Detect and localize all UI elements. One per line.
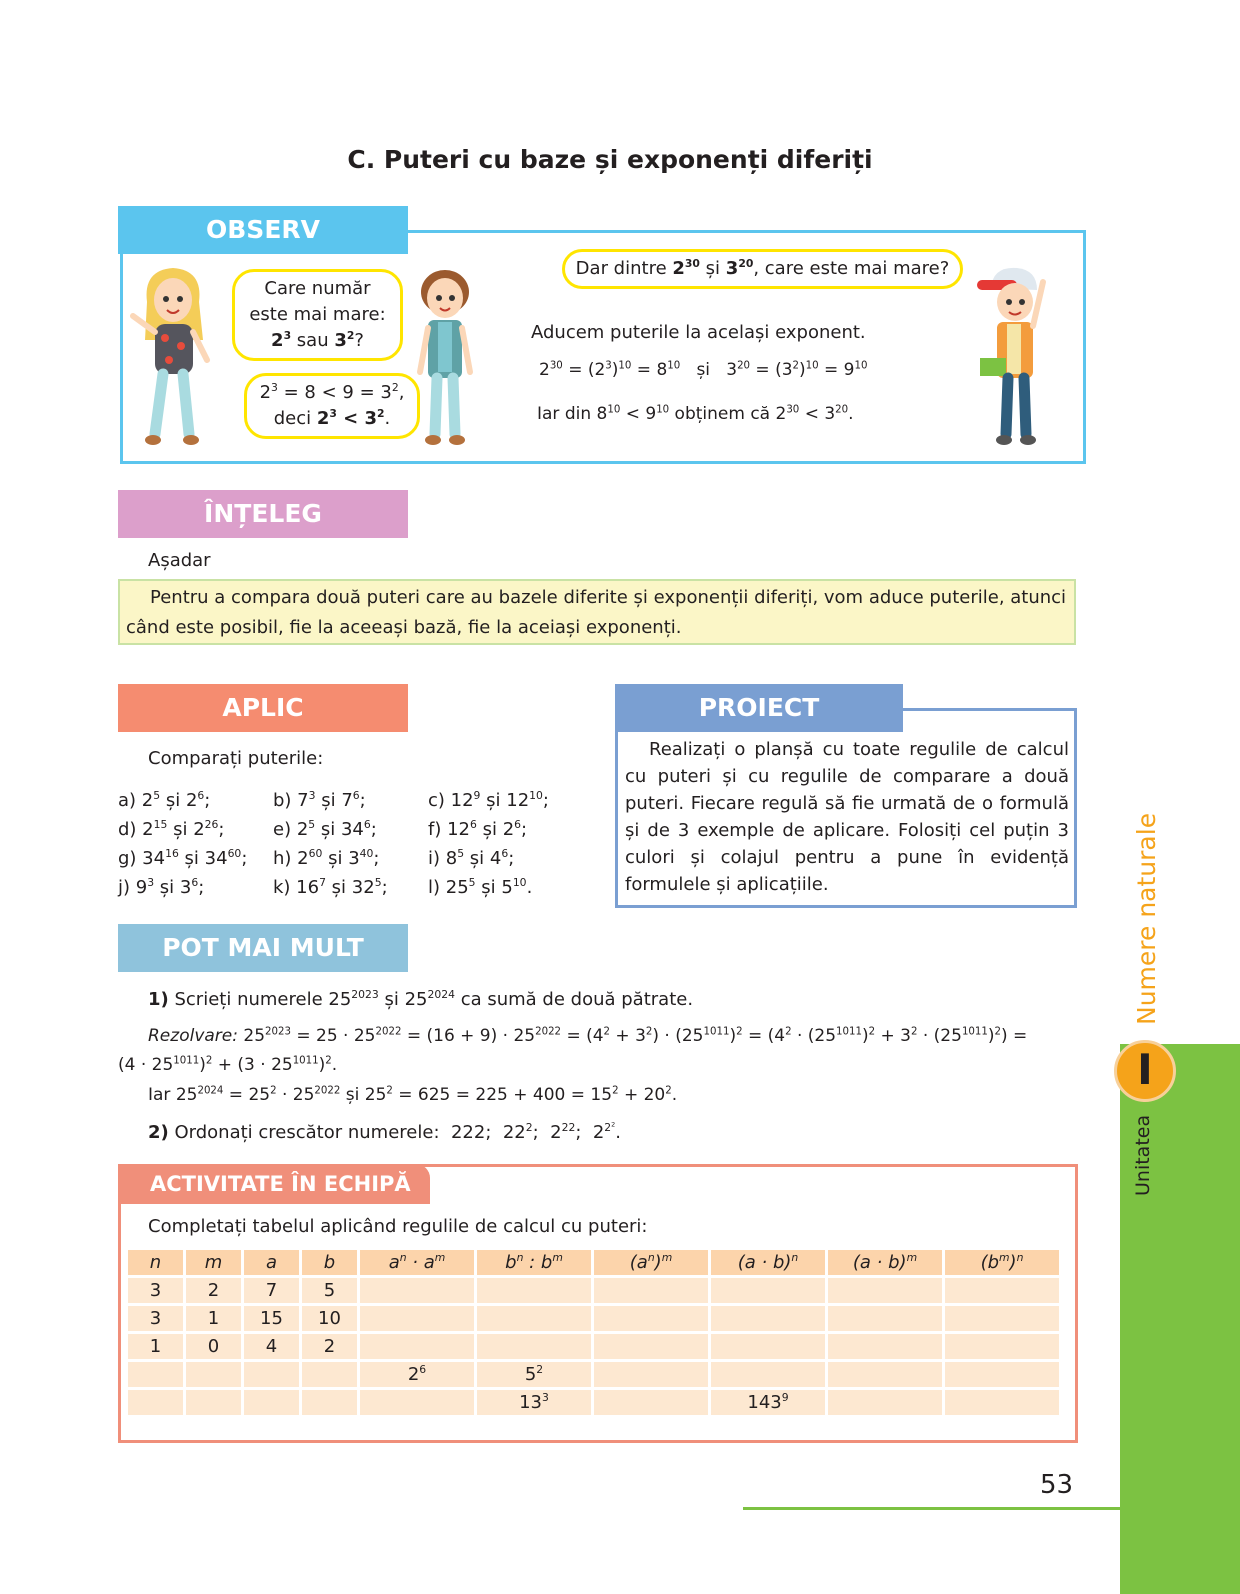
- table-cell: 15: [244, 1306, 299, 1331]
- table-cell: 2: [302, 1334, 357, 1359]
- table-cell: 5: [302, 1278, 357, 1303]
- aplic-header: APLIC: [118, 684, 408, 732]
- table-cell[interactable]: [594, 1306, 708, 1331]
- observ-header: OBSERV: [118, 206, 408, 254]
- table-cell: 1: [186, 1306, 241, 1331]
- solution-line-2: $(4 \cdot 25^{1011})^2 + (3 \cdot 25^{1011})^2$.: [118, 1055, 338, 1075]
- table-cell[interactable]: [477, 1334, 591, 1359]
- speech-bubble-question: Care număr este mai mare: $2^3$ sau $3^2$?: [232, 269, 403, 361]
- speech-bubble-compare: Dar dintre $2^{30}$ și $3^{20}$, care este mai mare?: [562, 249, 963, 289]
- table-cell[interactable]: [828, 1306, 942, 1331]
- observ-line-2: $2^{30} = (2^3)^{10} = 8^{10}$ și $3^{20} = (3^2)^{10} = 9^{10}$: [539, 360, 868, 380]
- exercise-item: c) $12^9$ și $12^{10}$;: [428, 789, 549, 811]
- table-cell[interactable]: [828, 1278, 942, 1303]
- table-row: [128, 1334, 1059, 1359]
- boy-with-cap-illustration: [975, 262, 1055, 457]
- column-header: $(a^n)^m$: [594, 1250, 708, 1275]
- table-cell[interactable]: [945, 1278, 1059, 1303]
- table-cell[interactable]: [302, 1390, 357, 1415]
- column-header: $(b^m)^n$: [945, 1250, 1059, 1275]
- table-cell[interactable]: [360, 1334, 474, 1359]
- table-cell[interactable]: [477, 1278, 591, 1303]
- column-header: $b^n$ : $b^m$: [477, 1250, 591, 1275]
- table-cell[interactable]: [244, 1390, 299, 1415]
- girl-illustration: [125, 262, 220, 457]
- proiect-text: Realizați o planșă cu toate regulile de calcul cu puteri și cu regulile de comparare a două puteri. Fiecare regulă să fie urmată de o formulă și de 3 exemple de aplicare. Folosiți cel puțin 3 culori și colajul pentru a pune în evidență formulele și aplicațiile.: [625, 739, 1069, 895]
- table-cell: 3: [128, 1278, 183, 1303]
- proiect-header: PROIECT: [615, 684, 903, 732]
- table-cell: $2^6$: [360, 1362, 474, 1387]
- column-header: $a^n \cdot a^m$: [360, 1250, 474, 1275]
- table-cell[interactable]: [594, 1390, 708, 1415]
- table-cell: 10: [302, 1306, 357, 1331]
- table-cell[interactable]: [477, 1306, 591, 1331]
- exercise-item: f) $12^6$ și $2^6$;: [428, 818, 528, 840]
- inteleg-intro: Așadar: [148, 550, 211, 571]
- chapter-label: Numere naturale: [1132, 812, 1161, 1025]
- speech-bubble-answer: $2^3 = 8 < 9 = 3^2$, deci $2^3 < 3^2$.: [244, 373, 420, 439]
- exercise-item: b) $7^3$ și $7^6$;: [273, 789, 366, 811]
- boy-illustration: [410, 262, 480, 457]
- column-header: b: [302, 1250, 357, 1275]
- activitate-header: ACTIVITATE ÎN ECHIPĂ: [118, 1164, 430, 1204]
- column-header: $(a \cdot b)^m$: [828, 1250, 942, 1275]
- table-cell[interactable]: [711, 1362, 825, 1387]
- table-cell: $143^9$: [711, 1390, 825, 1415]
- table-cell: 4: [244, 1334, 299, 1359]
- table-cell: $5^2$: [477, 1362, 591, 1387]
- table-cell[interactable]: [244, 1362, 299, 1387]
- exercise-item: h) $2^{60}$ și $3^{40}$;: [273, 847, 380, 869]
- table-cell[interactable]: [711, 1306, 825, 1331]
- exercise-item: d) $2^{15}$ și $2^{26}$;: [118, 818, 225, 840]
- table-row: [128, 1390, 1059, 1415]
- problem-2: 2) Ordonați crescător numerele: 222; $22^2$; $2^{22}$; $2^{2^2}$.: [148, 1120, 622, 1143]
- table-cell[interactable]: [128, 1362, 183, 1387]
- table-cell[interactable]: [186, 1390, 241, 1415]
- table-row: [128, 1306, 1059, 1331]
- table-cell[interactable]: [360, 1278, 474, 1303]
- column-header: $(a \cdot b)^n$: [711, 1250, 825, 1275]
- observ-line-3: Iar din $8^{10} < 9^{10}$ obținem că $2^{30} < 3^{20}$.: [537, 404, 854, 424]
- table-cell[interactable]: [360, 1306, 474, 1331]
- table-cell: 3: [128, 1306, 183, 1331]
- solution-line-1: Rezolvare: $25^{2023} = 25 \cdot 25^{2022} = (16 + 9) \cdot 25^{2022} = (4^2 + 3^2) \cdot (25^{1011})^2 = (4^2 \cdot (25^{1011})^2 + 3^2 \cdot (25^{1011})^2)$ =: [148, 1026, 1028, 1046]
- activitate-intro: Completați tabelul aplicând regulile de calcul cu puteri:: [148, 1216, 648, 1237]
- observ-line-1: Aducem puterile la același exponent.: [531, 322, 866, 343]
- table-cell: 0: [186, 1334, 241, 1359]
- table-cell[interactable]: [186, 1362, 241, 1387]
- column-header: a: [244, 1250, 299, 1275]
- exercise-item: i) $8^5$ și $4^6$;: [428, 847, 515, 869]
- table-cell[interactable]: [594, 1278, 708, 1303]
- table-cell[interactable]: [945, 1306, 1059, 1331]
- rule-box: Pentru a compara două puteri care au bazele diferite și exponenții diferiți, vom aduce puterile, atunci când este posibil, fie la aceeași bază, fie la aceiași exponenți.: [118, 579, 1076, 645]
- table-cell[interactable]: [711, 1278, 825, 1303]
- table-cell[interactable]: [828, 1334, 942, 1359]
- exercise-item: k) $16^7$ și $32^5$;: [273, 876, 388, 898]
- exercise-item: l) $25^5$ și $5^{10}$.: [428, 876, 533, 898]
- powers-table: [125, 1247, 1062, 1418]
- table-cell: $13^3$: [477, 1390, 591, 1415]
- table-cell: 1: [128, 1334, 183, 1359]
- page-title: C. Puteri cu baze și exponenți diferiți: [347, 145, 873, 174]
- table-cell[interactable]: [945, 1390, 1059, 1415]
- table-header-row: [128, 1250, 1059, 1275]
- table-row: [128, 1278, 1059, 1303]
- column-header: n: [128, 1250, 183, 1275]
- table-cell[interactable]: [302, 1362, 357, 1387]
- problem-1: 1) Scrieți numerele $25^{2023}$ și $25^{2024}$ ca sumă de două pătrate.: [148, 988, 694, 1010]
- table-cell: 7: [244, 1278, 299, 1303]
- table-cell[interactable]: [128, 1390, 183, 1415]
- table-cell[interactable]: [945, 1334, 1059, 1359]
- column-header: m: [186, 1250, 241, 1275]
- table-cell[interactable]: [945, 1362, 1059, 1387]
- aplic-intro: Comparați puterile:: [148, 748, 324, 769]
- inteleg-header: ÎNȚELEG: [118, 490, 408, 538]
- table-cell[interactable]: [711, 1334, 825, 1359]
- exercise-item: j) $9^3$ și $3^6$;: [118, 876, 205, 898]
- exercise-item: a) $2^5$ și $2^6$;: [118, 789, 211, 811]
- unit-badge: I: [1114, 1040, 1176, 1102]
- unit-label: Unitatea: [1132, 1114, 1154, 1196]
- table-cell: 2: [186, 1278, 241, 1303]
- pot-mai-mult-header: POT MAI MULT: [118, 924, 408, 972]
- exercise-item: e) $2^5$ și $34^6$;: [273, 818, 377, 840]
- table-cell[interactable]: [594, 1362, 708, 1387]
- table-cell[interactable]: [360, 1390, 474, 1415]
- table-cell[interactable]: [828, 1362, 942, 1387]
- footer-rule: [743, 1507, 1120, 1510]
- table-cell[interactable]: [594, 1334, 708, 1359]
- table-cell[interactable]: [828, 1390, 942, 1415]
- solution-line-3: Iar $25^{2024} = 25^2 \cdot 25^{2022}$ și $25^2 = 625 = 225 + 400 = 15^2 + 20^2$.: [148, 1085, 678, 1105]
- exercise-item: g) $34^{16}$ și $34^{60}$;: [118, 847, 248, 869]
- page-number: 53: [1040, 1470, 1074, 1500]
- table-row: [128, 1362, 1059, 1387]
